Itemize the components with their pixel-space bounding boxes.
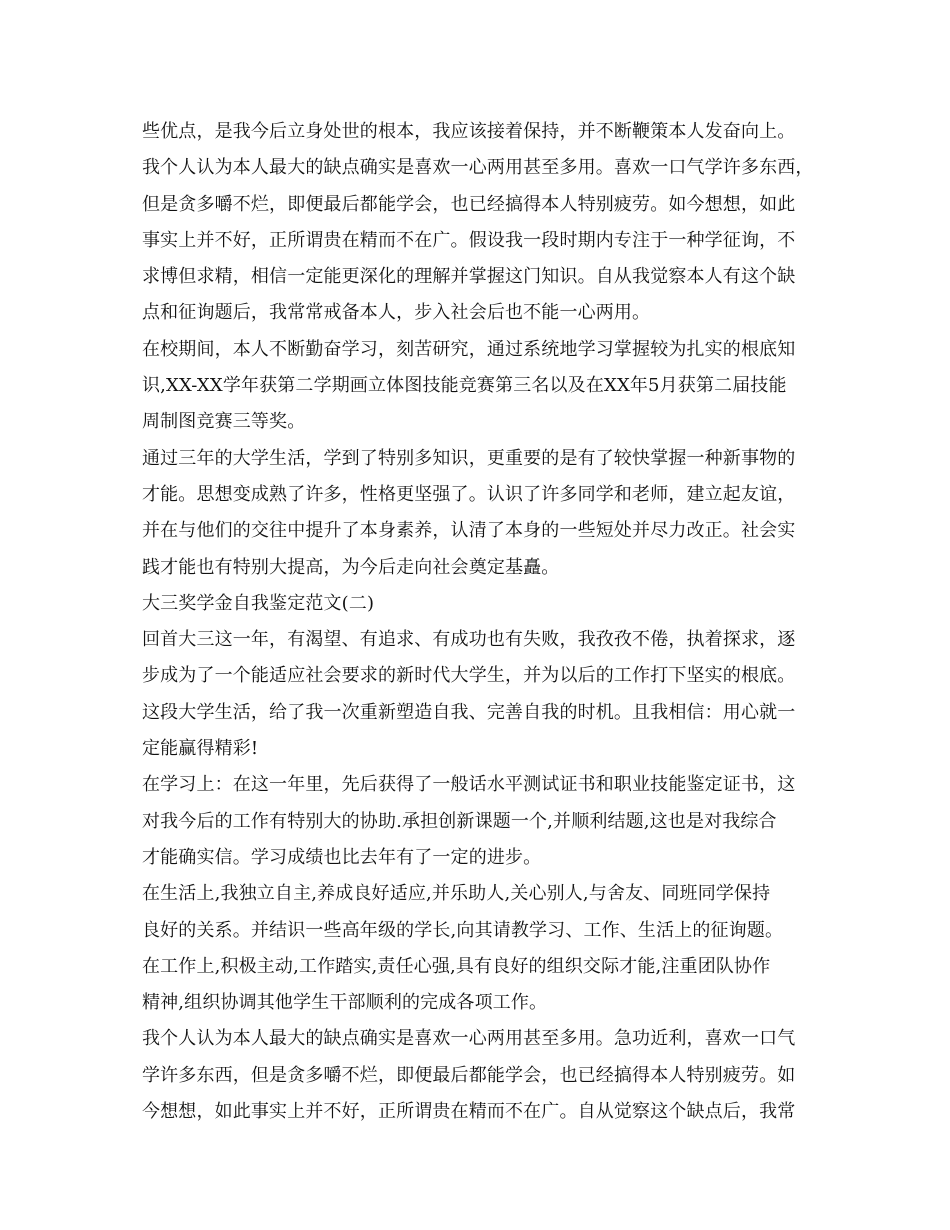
- text-line: 在学习上：在这一年里，先后获得了一般话水平测试证书和职业技能鉴定证书，这: [142, 774, 796, 796]
- text-line: 在工作上,积极主动,工作踏实,责任心强,具有良好的组织交际才能,注重团队协作: [142, 955, 771, 977]
- text-line: 事实上并不好，正所谓贵在精而不在广。假设我一段时期内专注于一种学征询，不: [142, 229, 796, 251]
- text-line: 求博但求精，相信一定能更深化的理解并掌握这门知识。自从我觉察本人有这个缺: [142, 266, 796, 288]
- text-line: 定能赢得精彩!: [142, 738, 259, 760]
- text-line: 我个人认为本人最大的缺点确实是喜欢一心两用甚至多用。喜欢一口气学许多东西，: [142, 157, 814, 179]
- text-line: 良好的关系。并结识一些高年级的学长,向其请教学习、工作、生活上的征询题。: [142, 919, 784, 941]
- text-line: 识,XX-XX学年获第二学期画立体图技能竞赛第三名以及在XX年5月获第二届技能: [142, 375, 787, 397]
- text-line: 但是贪多嚼不烂，即便最后都能学会，也已经搞得本人特别疲劳。如今想想，如此: [142, 193, 796, 215]
- text-line: 通过三年的大学生活，学到了特别多知识，更重要的是有了较快掌握一种新事物的: [142, 447, 796, 469]
- text-line: 在生活上,我独立自主,养成良好适应,并乐助人,关心别人,与舍友、同班同学保持: [142, 883, 771, 905]
- text-line: 践才能也有特别大提高，为今后走向社会奠定基矗。: [142, 556, 560, 578]
- text-line: 这段大学生活，给了我一次重新塑造自我、完善自我的时机。且我相信：用心就一: [142, 701, 796, 723]
- text-line: 周制图竞赛三等奖。: [142, 411, 306, 433]
- text-line: 才能。思想变成熟了许多，性格更坚强了。认识了许多同学和老师，建立起友谊，: [142, 483, 796, 505]
- text-line: 点和征询题后，我常常戒备本人，步入社会后也不能一心两用。: [142, 302, 651, 324]
- text-line: 精神,组织协调其他学生干部顺利的完成各项工作。: [142, 992, 548, 1014]
- text-line: 才能确实信。学习成绩也比去年有了一定的进步。: [142, 846, 542, 868]
- document-body: [142, 114, 818, 1130]
- text-line: 些优点，是我今后立身处世的根本，我应该接着保持，并不断鞭策本人发奋向上。: [142, 121, 796, 142]
- section-heading: 大三奖学金自我鉴定范文(二): [142, 592, 375, 614]
- text-line: 学许多东西，但是贪多嚼不烂，即便最后都能学会，也已经搞得本人特别疲劳。如: [142, 1064, 796, 1086]
- text-line: 对我今后的工作有特别大的协助.承担创新课题一个,并顺利结题,这也是对我综合: [142, 810, 777, 832]
- text-line: 在校期间，本人不断勤奋学习，刻苦研究，通过系统地学习掌握较为扎实的根底知: [142, 338, 796, 360]
- text-line: 并在与他们的交往中提升了本身素养，认清了本身的一些短处并尽力改正。社会实: [142, 520, 796, 542]
- text-line: 今想想，如此事实上并不好，正所谓贵在精而不在广。自从觉察这个缺点后，我常: [142, 1101, 796, 1123]
- text-line: 回首大三这一年，有渴望、有追求、有成功也有失败，我孜孜不倦，执着探求，逐: [142, 629, 796, 651]
- text-line: 步成为了一个能适应社会要求的新时代大学生，并为以后的工作打下坚实的根底。: [142, 665, 796, 687]
- text-line: 我个人认为本人最大的缺点确实是喜欢一心两用甚至多用。急功近利，喜欢一口气: [142, 1028, 796, 1050]
